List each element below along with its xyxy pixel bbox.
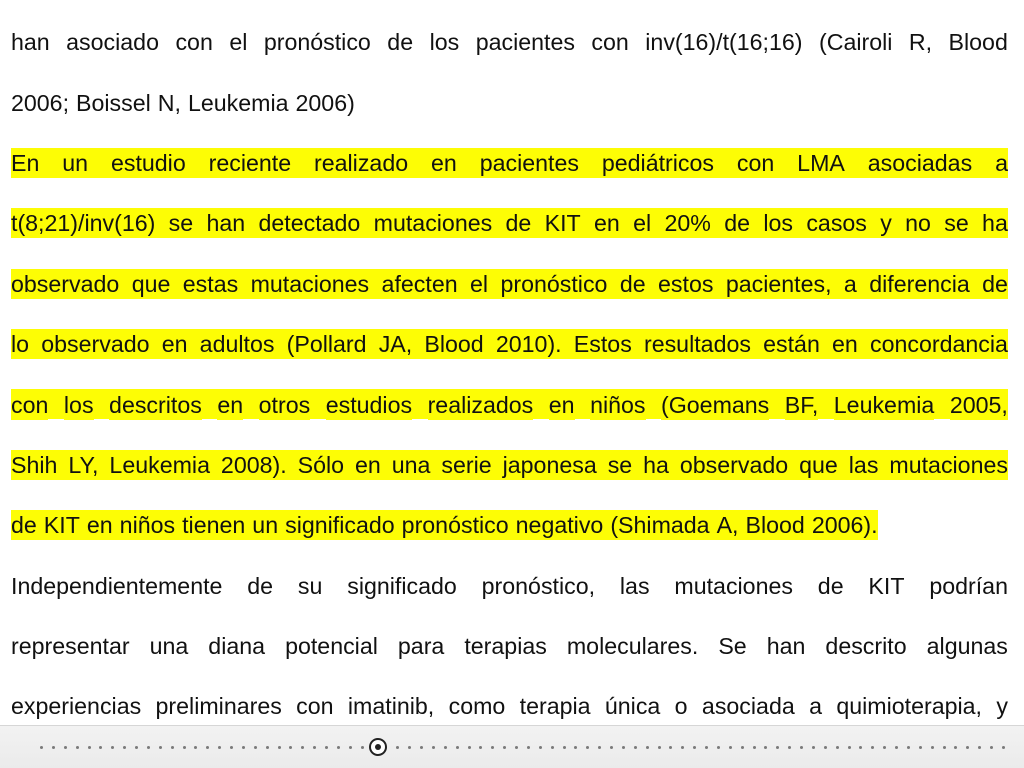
text-word: se (168, 210, 194, 237)
text-word: una (149, 633, 189, 660)
text-word: podrían (929, 572, 1008, 599)
highlighted-text-line (11, 133, 1008, 193)
text-word: en (217, 391, 244, 418)
text-word: en (594, 210, 620, 237)
text-word: se (607, 451, 633, 478)
text-word: Se (718, 633, 747, 660)
scrubber-dot (871, 746, 874, 749)
text-word: (Cairoli (818, 29, 893, 56)
text-word: en (548, 391, 575, 418)
page-scrubber-track[interactable] (40, 745, 1005, 749)
text-word: lo (11, 331, 30, 358)
highlighted-text-line (11, 495, 1008, 555)
text-line (11, 12, 1008, 72)
text-word: se (944, 210, 969, 237)
text-word: estas (182, 270, 239, 297)
text-word: niños (120, 510, 182, 540)
text-word: significado (347, 572, 457, 599)
text-word: t(8;21)/inv(16) (11, 210, 156, 237)
scrubber-dot (741, 746, 744, 749)
scrubber-dot (218, 746, 221, 749)
scrubber-thumb-icon[interactable] (369, 738, 387, 756)
text-word: de (724, 210, 751, 237)
text-word: los (763, 210, 794, 237)
text-word: R, (908, 29, 933, 56)
scrubber-dot (883, 746, 886, 749)
scrubber-dot (432, 746, 435, 749)
scrubber-dot (610, 746, 613, 749)
scrubber-dot (337, 746, 340, 749)
scrubber-dot (824, 746, 827, 749)
scrubber-dot (848, 746, 851, 749)
scrubber-dot (563, 746, 566, 749)
scrubber-dot (776, 746, 779, 749)
scrubber-dot (408, 746, 411, 749)
text-word: significado (285, 510, 402, 540)
highlighted-text-line (11, 314, 1008, 374)
text-word: 2006; (11, 89, 70, 116)
text-word: mutaciones (250, 270, 370, 297)
text-word: han (766, 633, 806, 660)
text-word: que (799, 451, 838, 478)
text-word: observado (679, 451, 789, 478)
scrubber-dot (622, 746, 625, 749)
text-word: inv(16)/t(16;16) (645, 29, 803, 56)
text-word: diferencia (869, 270, 970, 297)
text-word: con (591, 29, 629, 56)
scrubber-dot (693, 746, 696, 749)
scrubber-dot (194, 746, 197, 749)
text-word: pediátricos (601, 149, 714, 176)
text-word: a (809, 693, 822, 720)
scrubber-dot (361, 746, 364, 749)
scrubber-dot (183, 746, 186, 749)
scrubber-dot (836, 746, 839, 749)
text-word: afecten (381, 270, 458, 297)
highlighted-text-line (11, 254, 1008, 314)
text-word: asociadas (867, 149, 973, 176)
scrubber-dot (64, 746, 67, 749)
scrubber-dot (966, 746, 969, 749)
text-word: KIT (544, 210, 581, 237)
text-word: N, (157, 89, 181, 116)
text-word: con (736, 149, 775, 176)
text-word: diana (208, 633, 266, 660)
scrubber-dot (99, 746, 102, 749)
text-word: Blood (424, 331, 484, 358)
text-word: estos (658, 270, 714, 297)
text-word: única (604, 693, 661, 720)
scrubber-dot (978, 746, 981, 749)
scrubber-dot (503, 746, 506, 749)
scrubber-dot (788, 746, 791, 749)
page-scrubber-bar (0, 725, 1024, 768)
text-word: 2008). (220, 451, 287, 478)
text-word: quimioterapia, (836, 693, 982, 720)
scrubber-dot (990, 746, 993, 749)
text-word: 2005, (949, 391, 1008, 418)
text-word: Shih (11, 451, 58, 478)
text-word: de (817, 572, 844, 599)
text-word: Leukemia (187, 89, 289, 116)
scrubber-dot (325, 746, 328, 749)
scrubber-dot (456, 746, 459, 749)
scrubber-dot (681, 746, 684, 749)
scrubber-dot (159, 746, 162, 749)
text-word: pacientes (479, 149, 579, 176)
text-word: representar (11, 633, 130, 660)
text-word: terapia (519, 693, 591, 720)
text-word: 2010). (495, 331, 562, 358)
scrubber-dot (574, 746, 577, 749)
text-word: Sólo (297, 451, 345, 478)
scrubber-dot (895, 746, 898, 749)
scrubber-dot (658, 746, 661, 749)
text-word: Blood (948, 29, 1008, 56)
text-word: KIT (868, 572, 905, 599)
scrubber-dot (515, 746, 518, 749)
text-word: descrito (825, 633, 907, 660)
scrubber-dot (123, 746, 126, 749)
scrubber-dot (539, 746, 542, 749)
text-word: realizados (427, 391, 534, 418)
text-word: Leukemia (833, 391, 935, 418)
highlighted-text-line (11, 193, 1008, 253)
text-word: con (175, 29, 213, 56)
scrubber-dot (491, 746, 494, 749)
scrubber-dot (289, 746, 292, 749)
scrubber-dot (135, 746, 138, 749)
text-word: 20% (664, 210, 711, 237)
scrubber-dot (800, 746, 803, 749)
text-word: ha (643, 451, 669, 478)
text-word: un (252, 510, 285, 540)
scrubber-dot (52, 746, 55, 749)
text-word: realizado (314, 149, 409, 176)
text-word: una (391, 451, 431, 478)
scrubber-dot (206, 746, 209, 749)
scrubber-dot (301, 746, 304, 749)
text-word: mutaciones (373, 210, 493, 237)
text-word: tienen (182, 510, 252, 540)
text-word: experiencias (11, 693, 142, 720)
text-word: o (674, 693, 688, 720)
text-word: el (633, 210, 652, 237)
text-word: y (880, 210, 892, 237)
text-word: terapias (464, 633, 547, 660)
text-word: serie (441, 451, 492, 478)
text-word: que (131, 270, 171, 297)
text-word: casos (806, 210, 867, 237)
text-word: a (995, 149, 1008, 176)
text-word: Blood (746, 510, 812, 540)
scrubber-dot (729, 746, 732, 749)
scrubber-dot (76, 746, 79, 749)
text-word: algunas (926, 633, 1008, 660)
text-word: en (832, 331, 858, 358)
text-word: el (229, 29, 248, 56)
scrubber-dot (147, 746, 150, 749)
highlighted-text-line (11, 374, 1008, 434)
text-word: están (763, 331, 820, 358)
scrubber-dot (171, 746, 174, 749)
text-word: imatinib, (347, 693, 435, 720)
scrubber-dot (1002, 746, 1005, 749)
scrubber-dot (646, 746, 649, 749)
text-word: un (62, 149, 89, 176)
text-word: 2006) (295, 89, 355, 116)
text-word: ha (982, 210, 1008, 237)
scrubber-dot (551, 746, 554, 749)
text-word: preliminares (155, 693, 282, 720)
scrubber-dot (468, 746, 471, 749)
text-word: las (619, 572, 650, 599)
scrubber-dot (527, 746, 530, 749)
document-page (11, 12, 1008, 725)
scrubber-dot (598, 746, 601, 749)
scrubber-dot (812, 746, 815, 749)
text-word: pacientes, (725, 270, 832, 297)
scrubber-dot (943, 746, 946, 749)
text-word: asociada (701, 693, 795, 720)
text-word: no (905, 210, 931, 237)
text-line (11, 556, 1008, 616)
text-word: asociado (66, 29, 159, 56)
scrubber-dot (919, 746, 922, 749)
text-word: KIT (44, 510, 87, 540)
text-word: LMA (797, 149, 845, 176)
scrubber-dot (313, 746, 316, 749)
text-word: en (161, 331, 188, 358)
scrubber-dot (242, 746, 245, 749)
scrubber-dot (931, 746, 934, 749)
scrubber-dot (907, 746, 910, 749)
text-word: detectado (258, 210, 361, 237)
text-word: observado (41, 331, 150, 358)
highlighted-text-line (11, 435, 1008, 495)
text-word: japonesa (502, 451, 597, 478)
text-word: de (982, 270, 1008, 297)
text-word: han (206, 210, 246, 237)
text-word: mutaciones (889, 451, 1008, 478)
text-word: JA, (378, 331, 413, 358)
text-word: los (63, 391, 94, 418)
text-word: niños (590, 391, 646, 418)
text-word: En (11, 149, 40, 176)
text-word: pacientes (475, 29, 575, 56)
text-line (11, 616, 1008, 676)
text-word: adultos (199, 331, 275, 358)
scrubber-dot (444, 746, 447, 749)
scrubber-dot (859, 746, 862, 749)
text-word: Leukemia (109, 451, 210, 478)
text-word: pronóstico, (481, 572, 596, 599)
text-word: 2006). (811, 512, 878, 539)
text-word: para (397, 633, 445, 660)
text-word: pronóstico (402, 510, 516, 540)
text-word: (Pollard (286, 331, 367, 358)
text-word: los (429, 29, 460, 56)
scrubber-dot (111, 746, 114, 749)
text-word: moleculares. (566, 633, 699, 660)
scrubber-dot (40, 746, 43, 749)
scrubber-dot (954, 746, 957, 749)
text-word: con (296, 693, 334, 720)
text-word: A, (717, 510, 746, 540)
text-word: (Shimada (610, 510, 716, 540)
scrubber-dot (266, 746, 269, 749)
scrubber-dot (634, 746, 637, 749)
text-word: Estos (573, 331, 632, 358)
text-word: las (848, 451, 879, 478)
text-word: con (11, 391, 49, 418)
scrubber-dot (420, 746, 423, 749)
scrubber-dot (479, 746, 482, 749)
text-word: observado (11, 270, 120, 297)
scrubber-dot (586, 746, 589, 749)
text-line (11, 72, 1008, 132)
text-word: otros (258, 391, 311, 418)
scrubber-dot (278, 746, 281, 749)
text-word: pronóstico (263, 29, 371, 56)
text-word: pronóstico (500, 270, 608, 297)
scrubber-dot (88, 746, 91, 749)
text-word: de (619, 270, 646, 297)
text-word: de (387, 29, 414, 56)
scrubber-dot (717, 746, 720, 749)
text-word: Boissel (76, 89, 151, 116)
text-word: estudio (110, 149, 186, 176)
scrubber-dot (254, 746, 257, 749)
text-word: y (996, 693, 1008, 720)
text-word: resultados (643, 331, 751, 358)
text-word: en (355, 451, 381, 478)
scrubber-dot (753, 746, 756, 749)
text-word: estudios (325, 391, 413, 418)
text-word: a (843, 270, 857, 297)
text-word: en (87, 510, 120, 540)
scrubber-dot (705, 746, 708, 749)
text-word: de (11, 510, 44, 540)
scrubber-dot (396, 746, 399, 749)
text-word: el (470, 270, 489, 297)
text-word: (Goemans (661, 391, 770, 418)
scrubber-dot (230, 746, 233, 749)
text-word: concordancia (870, 331, 1008, 358)
text-word: mutaciones (674, 572, 793, 599)
scrubber-dot (349, 746, 352, 749)
text-word: reciente (208, 149, 292, 176)
text-word: en (431, 149, 457, 176)
scrubber-dot (764, 746, 767, 749)
text-word: LY, (68, 451, 99, 478)
scrubber-dot (669, 746, 672, 749)
text-word: como (448, 693, 506, 720)
text-word: de (505, 210, 532, 237)
text-word: de (247, 572, 274, 599)
text-word: potencial (285, 633, 378, 660)
text-word: descritos (109, 391, 202, 418)
text-word: Independientemente (11, 572, 223, 599)
text-word: BF, (784, 391, 819, 418)
text-line (11, 676, 1008, 725)
text-word: han (11, 29, 50, 56)
text-word: su (297, 572, 323, 599)
text-word: negativo (516, 510, 611, 540)
